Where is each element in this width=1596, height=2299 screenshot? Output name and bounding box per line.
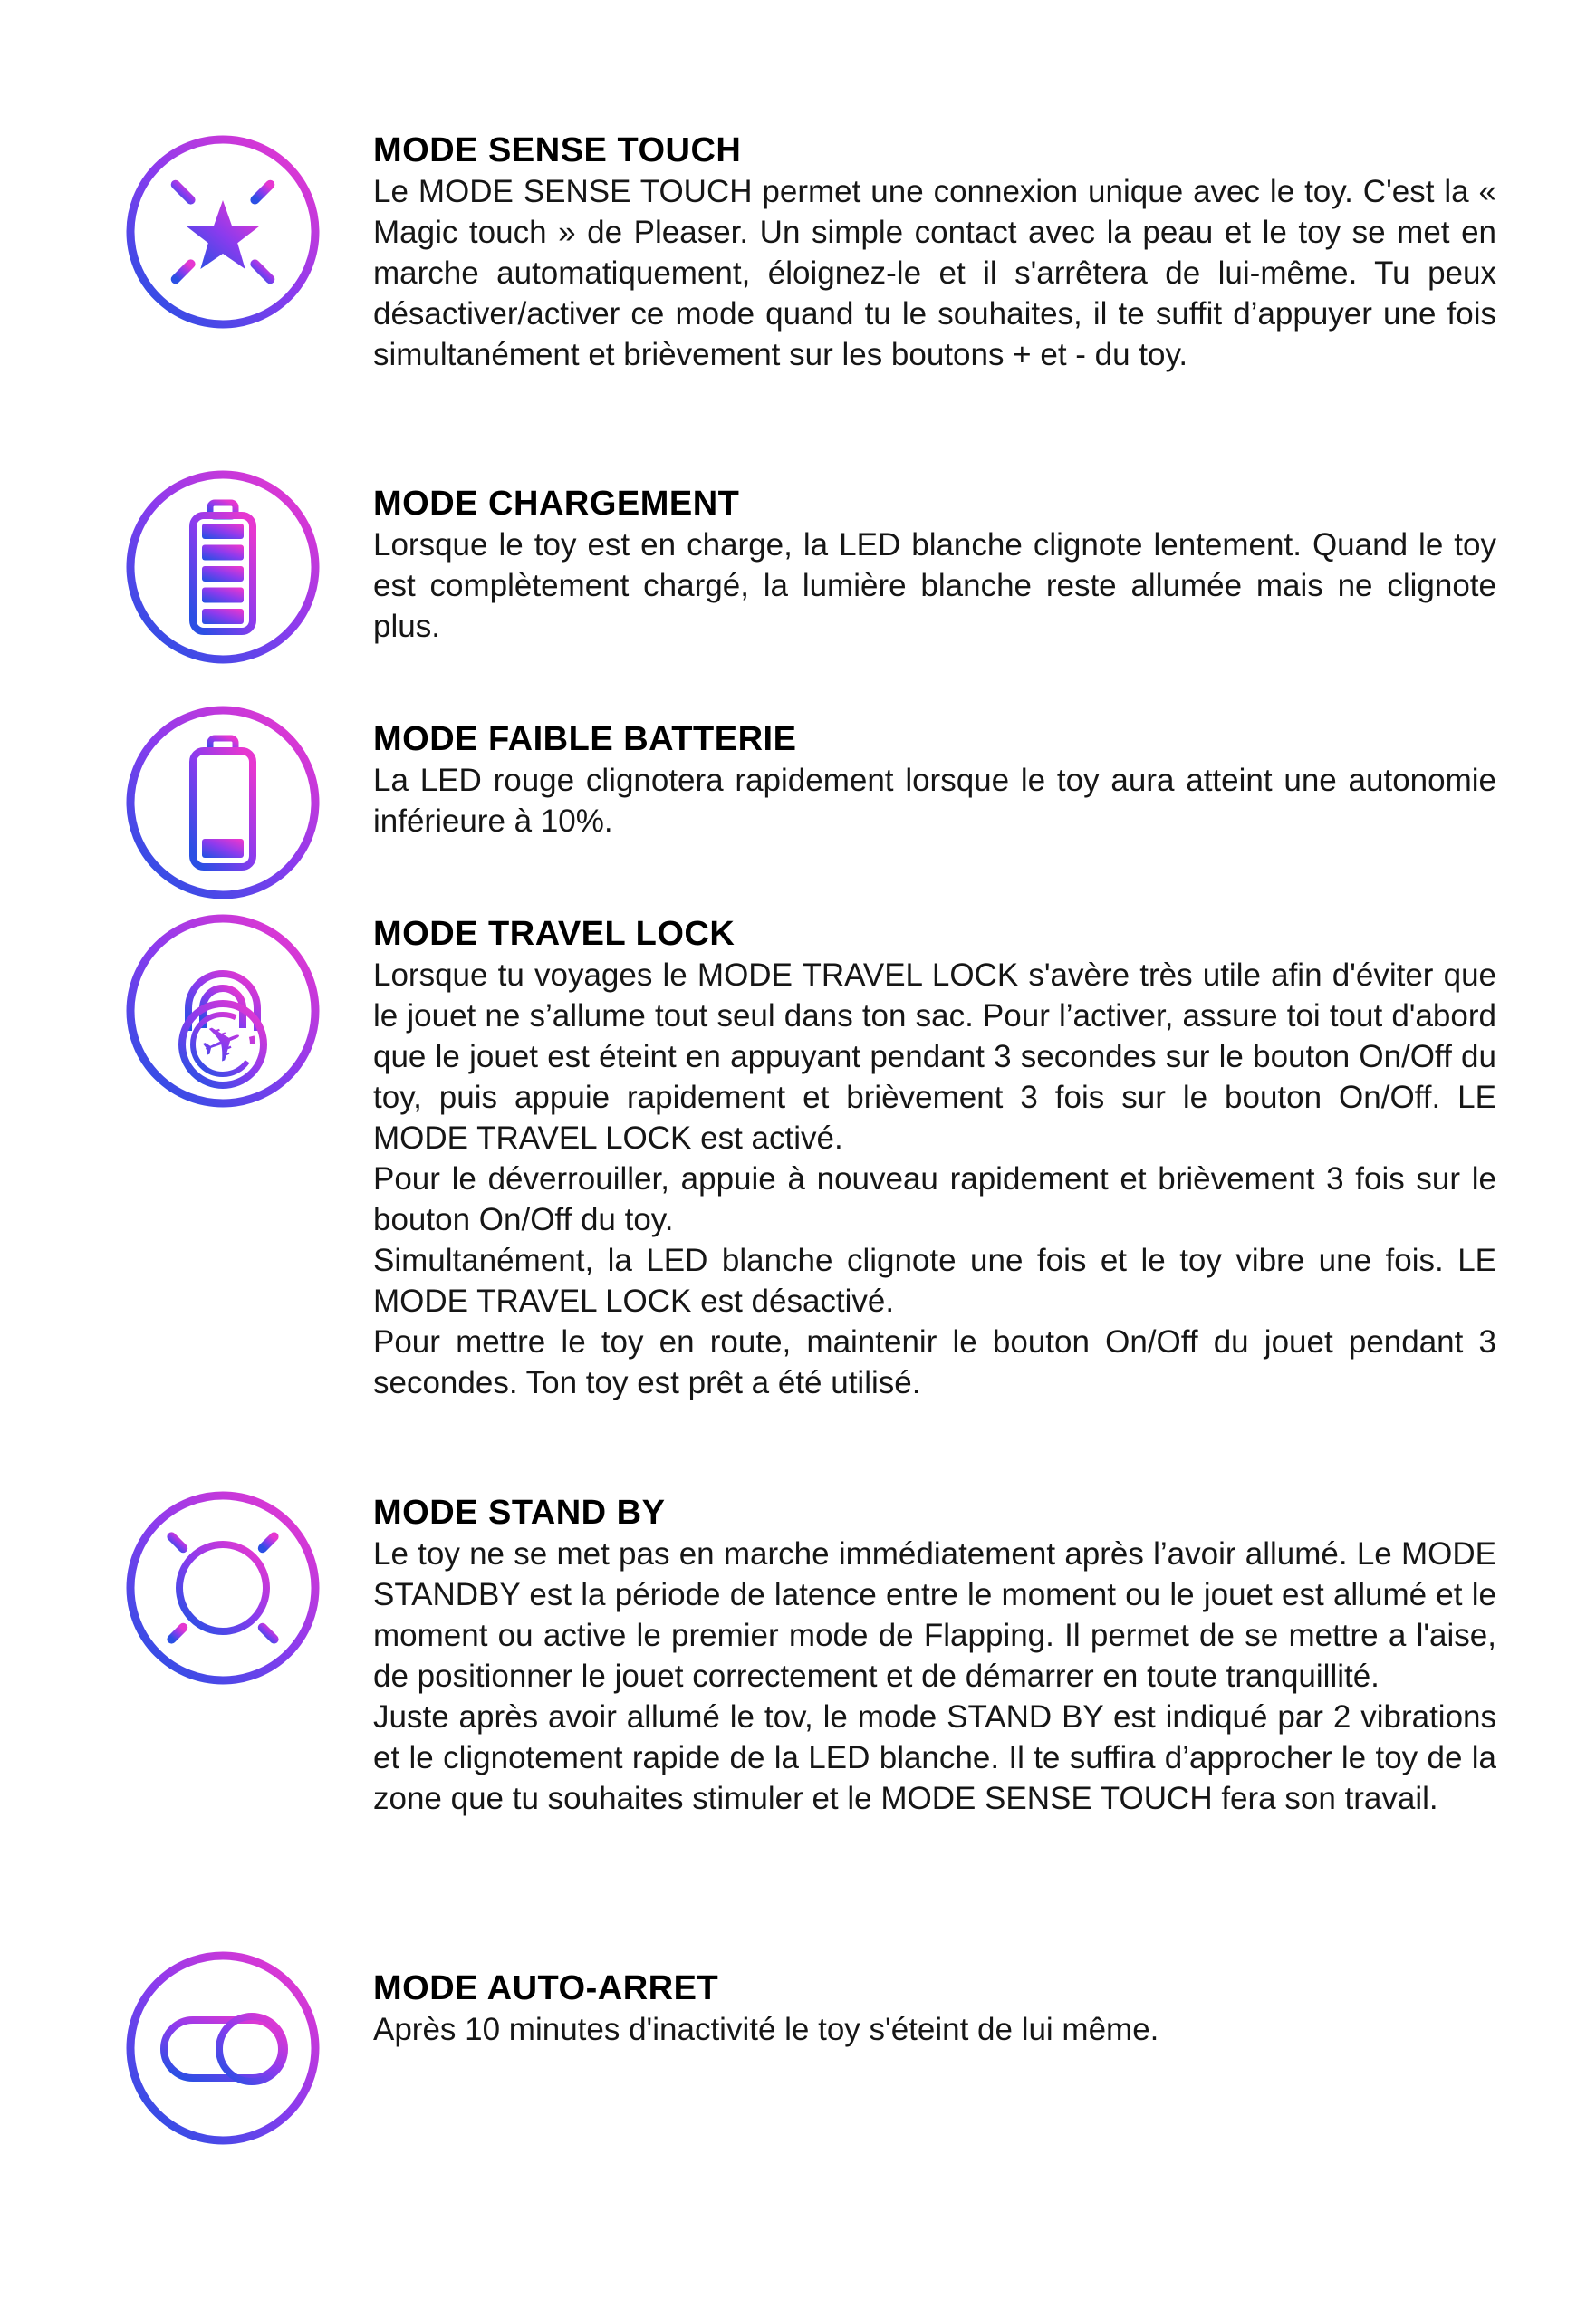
mode-heading: MODE CHARGEMENT xyxy=(373,485,740,523)
svg-text:✈: ✈ xyxy=(191,1008,254,1080)
section-sense-touch xyxy=(373,130,1496,375)
mode-paragraph: Le MODE SENSE TOUCH permet une connexion unique avec le toy. C'est la « Magic touch » de Pleaser. Un simple contact avec la peau et le toy se met en marche automatiquement, éloignez-le et il s'arrêtera de lui-même. Tu peux désactiver/activer ce mode quand tu le souhaites, il te suffit d’appuyer une fois simultanément et brièvement sur les boutons + et - du toy. xyxy=(373,174,1496,372)
section-stand-by xyxy=(373,1492,1496,1819)
battery-low-icon xyxy=(122,702,323,903)
mode-paragraph: Le toy ne se met pas en marche immédiatement après l’avoir allumé. Le MODE STANDBY est la période de latence entre le moment ou le jouet est allumé et le moment ou active le premier mode de Flapping. Il permet de se mettre a l'aise, de positionner le jouet correctement et de démarrer en toute tranquillité. xyxy=(373,1536,1496,1694)
star-burst-icon xyxy=(122,131,323,332)
section-faible-batterie xyxy=(373,718,1496,842)
travel-lock-icon xyxy=(122,910,323,1111)
section-travel-lock xyxy=(373,913,1496,1403)
mode-paragraph: Juste après avoir allumé le tov, le mode STAND BY est indiqué par 2 vibrations et le clignotement rapide de la LED blanche. Il te suffira d’approcher le toy de la zone que tu souhaites stimuler et le MODE SENSE TOUCH fera son travail. xyxy=(373,1699,1496,1816)
section-auto-arret xyxy=(373,1967,1496,2050)
mode-paragraph: Lorsque le toy est en charge, la LED blanche clignote lentement. Quand le toy est complètement chargé, la lumière blanche reste allumée mais ne clignote plus. xyxy=(373,527,1496,644)
section-chargement xyxy=(373,483,1496,647)
mode-heading: MODE TRAVEL LOCK xyxy=(373,915,736,953)
mode-paragraph: Simultanément, la LED blanche clignote une fois et le toy vibre une fois. LE MODE TRAVEL LOCK est désactivé. xyxy=(373,1243,1496,1319)
mode-paragraph: La LED rouge clignotera rapidement lorsque le toy aura atteint une autonomie inférieure à 10%. xyxy=(373,763,1496,839)
mode-heading: MODE FAIBLE BATTERIE xyxy=(373,720,797,758)
mode-paragraph: Pour mettre le toy en route, maintenir le bouton On/Off du jouet pendant 3 secondes. Ton toy est prêt a été utilisé. xyxy=(373,1324,1496,1400)
mode-paragraph: Pour le déverrouiller, appuie à nouveau rapidement et brièvement 3 fois sur le bouton On/Off du toy. xyxy=(373,1161,1496,1237)
standby-sun-icon xyxy=(122,1487,323,1688)
mode-heading: MODE AUTO-ARRET xyxy=(373,1969,719,2007)
battery-charging-icon xyxy=(122,467,323,668)
mode-heading: MODE SENSE TOUCH xyxy=(373,131,742,169)
toggle-switch-icon xyxy=(122,1948,323,2149)
mode-paragraph: Lorsque tu voyages le MODE TRAVEL LOCK s'avère très utile afin d'éviter que le jouet ne s’allume tout seul dans ton sac. Pour l’activer, assure toi tout d'abord que le jouet est éteint en appuyant pendant 3 secondes sur le bouton On/Off du toy, puis appuie rapidement et brièvement 3 fois sur le bouton On/Off. LE MODE TRAVEL LOCK est activé. xyxy=(373,957,1496,1156)
mode-paragraph: Après 10 minutes d'inactivité le toy s'éteint de lui même. xyxy=(373,2012,1159,2047)
mode-heading: MODE STAND BY xyxy=(373,1494,666,1532)
